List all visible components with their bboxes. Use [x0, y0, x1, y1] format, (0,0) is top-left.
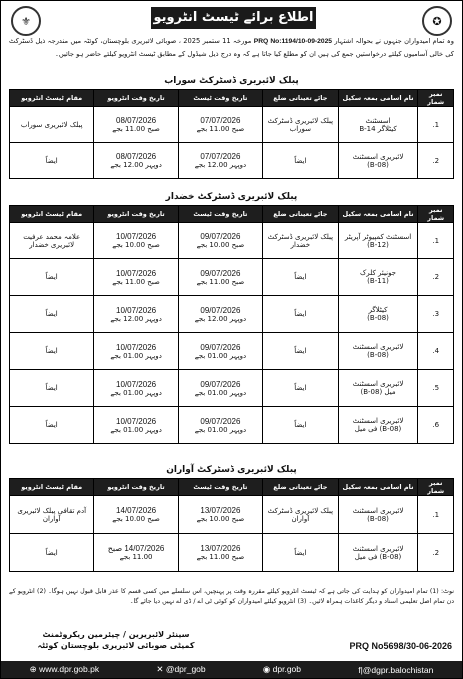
footer-bar: [1, 661, 462, 678]
twitter-icon: ✕: [156, 664, 166, 674]
section-title: پبلک لائبریری ڈسٹرکٹ آواران: [166, 465, 297, 475]
table-row: 3. کیٹلاگر (B-08) ایضاً 09/07/2026 دوپہر 12.00 بجے 10/07/2026 دوپہر 12.00 بجے ایضاً: [10, 296, 454, 333]
table-header-row: نمبر شمار نام اسامی بمعہ سکیل جائے تعیناتی ضلع تاریخ وقت ٹیسٹ تاریخ وقت انٹرویو مقام ٹیسٹ انٹرویو: [10, 90, 454, 107]
table-row: 1. لائبریری اسسٹنٹ (B-08) پبلک لائبریری ڈسٹرکٹ آواران 13/07/2026 صبح 10.00 بجے 14/07/2026 صبح 10.00 بجے آدم تقافی پبلک لائبریری آواران: [10, 496, 454, 534]
table-header-row: نمبر شمار نام اسامی بمعہ سکیل جائے تعیناتی ضلع تاریخ وقت ٹیسٹ تاریخ وقت انٹرویو مقام ٹیسٹ انٹرویو: [10, 206, 454, 223]
dpr-link[interactable]: ◉ dpr.gob: [262, 664, 302, 674]
schedule-table: [9, 205, 454, 444]
schedule-table: [9, 478, 454, 572]
globe-icon: ⊕: [29, 664, 40, 674]
facebook-link[interactable]: f|@dgpr.balochistan: [358, 664, 434, 675]
table-row: 2. لائبریری اسسٹنٹ (B-08) فی میل ایضاً 13/07/2026 صبح 11.00 بجے 14/07/2026 صبح 11.00 بجے ایضاً: [10, 534, 454, 572]
table-row: 6. لائبریری اسسٹنٹ (B-08) فی میل ایضاً 09/07/2026 دوپہر 01.00 بجے 10/07/2026 دوپہر 01.00 بجے ایضاً: [10, 407, 454, 444]
table-row: 2. جونیئر کلرک (B-11) ایضاً 09/07/2026 صبح 11.00 بجے 10/07/2026 صبح 11.00 بجے ایضاً: [10, 259, 454, 296]
page-title: اطلاع برائے ٹیسٹ انٹرویو: [151, 7, 316, 29]
government-seal-icon: ✪: [422, 6, 452, 36]
dpr-seal-icon: ⚜: [11, 6, 41, 36]
table-row: 1. اسسٹنٹ کیٹلاگر B-14 پبلک لائبریری ڈسٹرکٹ سوراب 07/07/2026 صبح 11.00 بجے 08/07/2026 صبح 11.00 بجے پبلک لائبریری سوراب: [10, 107, 454, 143]
prq-number: PRQ No5698/30-06-2026: [349, 641, 452, 651]
section-surab: [9, 74, 454, 179]
section-title: پبلک لائبریری ڈسٹرکٹ خضدار: [165, 192, 298, 202]
table-row: 1. اسسٹنٹ کمپیوٹر آپریٹر (B-12) پبلک لائبریری ڈسٹرکٹ خضدار 09/07/2026 صبح 10.00 بجے 10/07/2026 صبح 10.00 بجے علامہ محمد عرفیت لائبریری خضدار: [10, 223, 454, 259]
section-khuzdar: [9, 190, 454, 444]
section-title: پبلک لائبریری ڈسٹرکٹ سوراب: [164, 76, 299, 86]
twitter-link[interactable]: ✕ @dpr_gob: [156, 664, 206, 674]
section-awaran: [9, 463, 454, 572]
website-link[interactable]: ⊕ www.dpr.gob.pk: [29, 664, 100, 674]
table-header-row: نمبر شمار نام اسامی بمعہ سکیل جائے تعیناتی ضلع تاریخ وقت ٹیسٹ تاریخ وقت انٹرویو مقام ٹیسٹ انٹرویو: [10, 479, 454, 496]
social-icon: ◉: [262, 664, 273, 674]
table-row: 4. لائبریری اسسٹنٹ (B-08) ایضاً 09/07/2026 دوپہر 01.00 بجے 10/07/2026 دوپہر 01.00 بجے ایضاً: [10, 333, 454, 370]
table-row: 2. لائبریری اسسٹنٹ (B-08) ایضاً 07/07/2026 دوپہر 12.00 بجے 08/07/2026 دوپہر 12.00 بجے ایضاً: [10, 143, 454, 179]
table-row: 5. لائبریری اسسٹنٹ میل (B-08) ایضاً 09/07/2026 دوپہر 01.00 بجے 10/07/2026 دوپہر 01.00 بجے ایضاً: [10, 370, 454, 407]
intro-paragraph: وہ تمام امیدواران جنہوں نے بحوالہ اشتہار PRQ No:1194/10-09-2025 مورخہ 11 ستمبر 2025 ، صوبائی لائبریری بلوچستان، کوئٹہ میں مندرجہ ذیل ڈسٹرکٹ کی خالی آسامیوں کیلئے درخواستیں جمع کی ہیں ان کو مطلع کیا جاتا ہے کہ وہ درج ذیل شیڈول کے مطابق ٹیسٹ انٹرویو کیلئے حاضر ہو جائیں۔: [9, 37, 454, 58]
signature-block: سینئر لائبریرین / چیئرمین ریکروٹمنٹ کمیٹی صوبائی لائبریری بلوچستان کوئٹہ: [37, 630, 195, 650]
instructions-note: نوٹ: (1) تمام امیدواران کو ہدایت کی جاتی ہے کہ ٹیسٹ انٹرویو کیلئے مقررہ وقت پر پہنچیں، اس سلسلے میں کسی قسم کا عذر قابل قبول نہیں ہوگا۔ (2) انٹرویو کے دن تمام اصل تعلیمی اسناد و دیگر کاغذات ہمراہ لائیں۔ (3) انٹرویو کیلئے امیدواران کو کوئی ٹی اے / ڈی اے نہیں دیا جائے گا۔: [9, 588, 454, 605]
schedule-table: [9, 89, 454, 179]
reference-number: PRQ No:1194/10-09-2025: [253, 38, 333, 45]
